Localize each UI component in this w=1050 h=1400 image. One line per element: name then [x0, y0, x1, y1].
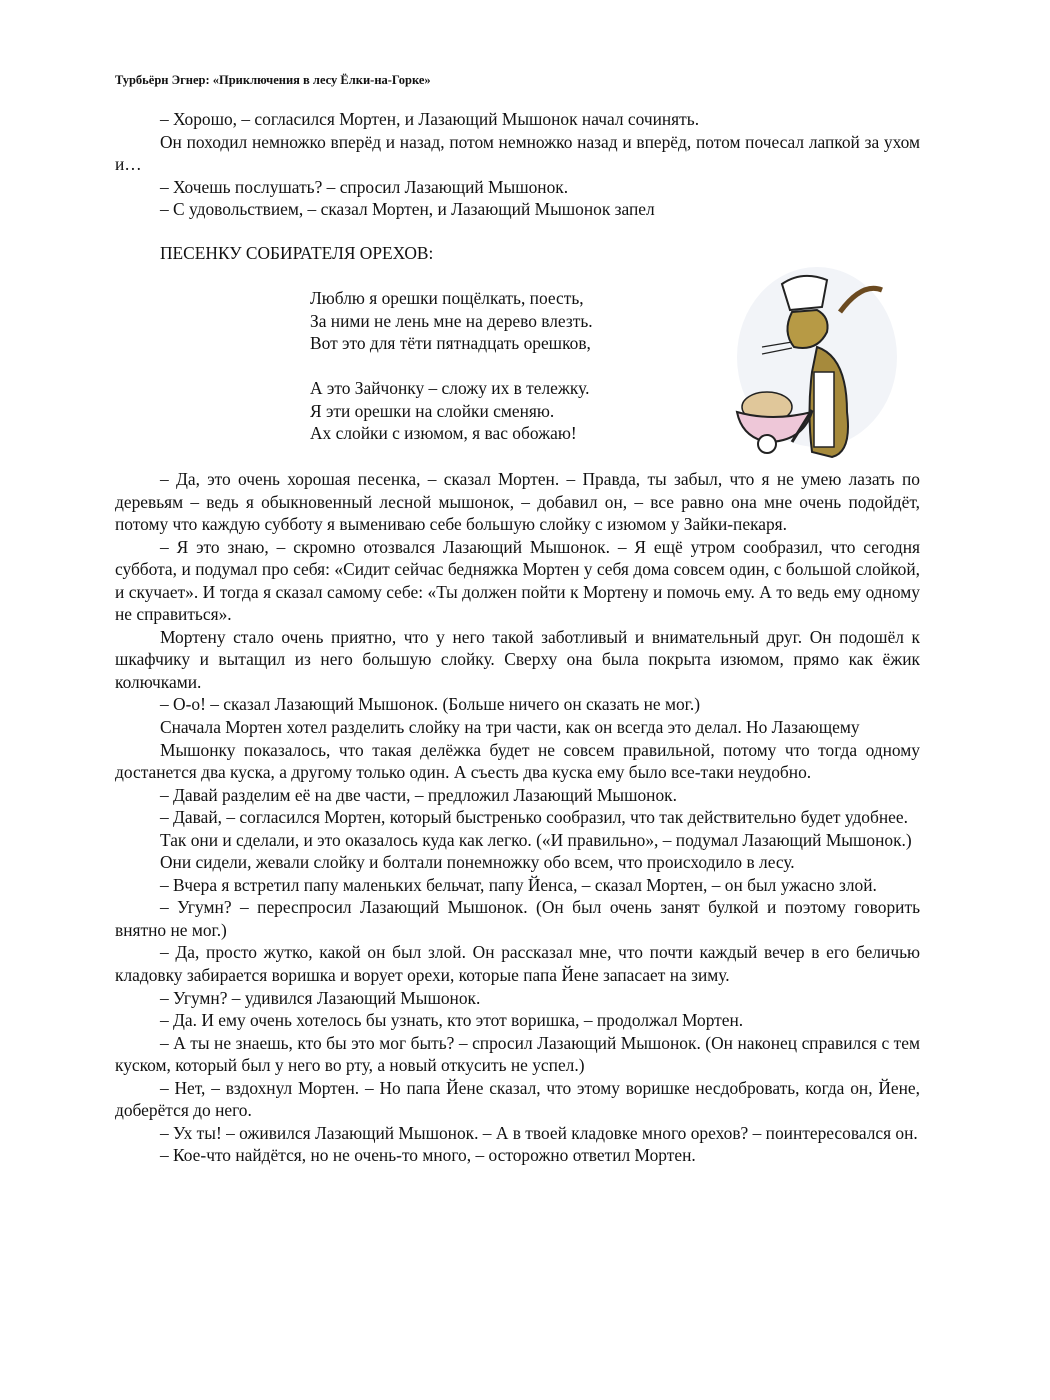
paragraph: – Давай разделим её на две части, – предложил Лазающий Мышонок. — [160, 784, 677, 805]
paragraph: Он походил немножко вперёд и назад, потом немножко назад и вперёд, потом почесал лапкой за ухом и… — [115, 131, 920, 175]
paragraph: – Да, это очень хорошая песенка, – сказал Мортен. – Правда, ты забыл, что я не умею лазать по деревьям – ведь я обыкновенный лесной мышонок, – добавил он, – все равно она мне очень подойдёт, потому что каждую субботу я вымениваю себе большую слойку с изюмом у Зайки-пекаря. — [115, 469, 920, 535]
paragraph: – Давай, – согласился Мортен, который быстренько сообразил, что так действительно будет удобнее. — [160, 807, 908, 828]
paragraph: Сначала Мортен хотел разделить слойку на три части, как он всегда это делал. Но Лазающему — [160, 717, 860, 738]
poem-line: Люблю я орешки пощёлкать, поесть, — [310, 288, 584, 308]
paragraph: – Да, просто жутко, какой он был злой. Он рассказал мне, что почти каждый вечер в его беличью кладовку забирается воришка и ворует орехи, которые папа Йене запасает на зиму. — [115, 942, 920, 986]
intro-text — [115, 108, 920, 221]
story-text — [115, 468, 920, 1167]
paragraph: – Нет, – вздохнул Мортен. – Но папа Йене сказал, что этому воришке несдобровать, когда он, Йене, доберётся до него. — [115, 1077, 920, 1121]
paragraph: – Кое-что найдётся, но не очень-то много, – осторожно ответил Мортен. — [160, 1145, 696, 1166]
poem-line: Я эти орешки на слойки сменяю. — [310, 400, 555, 421]
paragraph: Мышонку показалось, что такая делёжка будет не совсем правильной, потому что тогда одному достанется два куска, а другому только один. А съесть два куска ему было все-таки неудобно. — [115, 739, 920, 783]
paragraph: – Угумн? – удивился Лазающий Мышонок. — [160, 987, 481, 1008]
poem-line: Вот это для тёти пятнадцать орешков, — [310, 333, 591, 354]
paragraph: Они сидели, жевали слойку и болтали понемножку обо всем, что происходило в лесу. — [160, 852, 795, 873]
paragraph: – Угумн? – переспросил Лазающий Мышонок. (Он был очень занят булкой и поэтому говорить внятно не мог.) — [115, 897, 920, 940]
paragraph: Так они и сделали, и это оказалось куда как легко. («И правильно», – подумал Лазающий Мышонок.) — [160, 829, 912, 850]
paragraph: – О-о! – сказал Лазающий Мышонок. (Больше ничего он сказать не мог.) — [160, 694, 700, 715]
paragraph: – Хорошо, – согласился Мортен, и Лазающий Мышонок начал сочинять. — [160, 109, 700, 129]
paragraph: – Вчера я встретил папу маленьких бельчат, папу Йенса, – сказал Мортен, – он был ужасно злой. — [160, 874, 877, 895]
poem-line: За ними не лень мне на дерево влезть. — [310, 310, 593, 331]
paragraph: – С удовольствием, – сказал Мортен, и Лазающий Мышонок запел — [160, 199, 655, 220]
paragraph: – А ты не знаешь, кто бы это мог быть? – спросил Лазающий Мышонок. (Он наконец справился с тем куском, который был у него во рту, а новый откусить не успел.) — [115, 1032, 920, 1076]
paragraph: – Я это знаю, – скромно отозвался Лазающий Мышонок. – Я ещё утром сообразил, что сегодня суббота, и подумал про себя: «Сидит сейчас бедняжка Мортен у себя дома совсем один, с большой слойкой, и скучает». И тогда я сказал самому себе: «Ты должен пойти к Мортену и помочь ему. А то ведь ему одному не справиться». — [115, 536, 920, 625]
paragraph: – Да. И ему очень хотелось бы узнать, кто этот воришка, – продолжал Мортен. — [160, 1010, 744, 1031]
paragraph: Мортену стало очень приятно, что у него такой заботливый и внимательный друг. Он подошёл к шкафчику и вытащил из него большую слойку. Сверху она была покрыта изюмом, прямо как ёжик колючками. — [115, 626, 920, 692]
rabbit-baker-illustration — [722, 262, 902, 462]
poem — [310, 287, 593, 445]
paragraph: – Ух ты! – оживился Лазающий Мышонок. – А в твоей кладовке много орехов? – поинтересовался он. — [160, 1122, 918, 1143]
song-title: ПЕСЕНКУ СОБИРАТЕЛЯ ОРЕХОВ: — [160, 243, 434, 263]
poem-line: А это Зайчонку – сложу их в тележку. — [310, 378, 590, 399]
poem-line: Ах слойки с изюмом, я вас обожаю! — [310, 423, 577, 444]
paragraph: – Хочешь послушать? – спросил Лазающий Мышонок. — [160, 176, 569, 197]
running-header: Турбьёрн Эгнер: «Приключения в лесу Ёлки-на-Горке» — [115, 73, 431, 87]
